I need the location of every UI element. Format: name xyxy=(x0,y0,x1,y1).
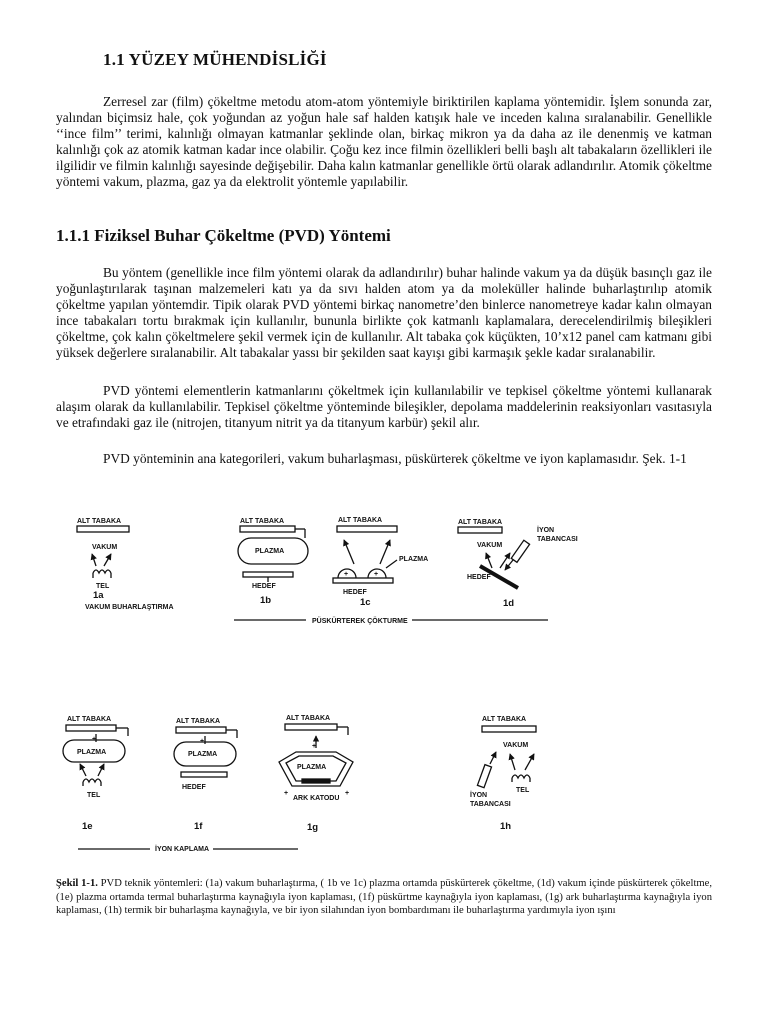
label-alt-tabaka: ALT TABAKA xyxy=(176,718,221,725)
label-alt-tabaka: ALT TABAKA xyxy=(240,518,285,525)
label-iyon: İYON xyxy=(537,527,555,534)
svg-text:+: + xyxy=(344,571,349,578)
panel-1a xyxy=(77,518,174,611)
filament-shape xyxy=(93,570,111,573)
label-hedef: HEDEF xyxy=(252,583,276,590)
svg-text:+: + xyxy=(312,743,317,750)
label-alt-tabaka: ALT TABAKA xyxy=(482,716,527,723)
label-plazma: PLAZMA xyxy=(255,548,285,555)
panel-number-1g: 1g xyxy=(307,822,319,833)
panel-number-1h: 1h xyxy=(500,821,512,832)
section-heading: 1.1 YÜZEY MÜHENDİSLİĞİ xyxy=(103,50,327,69)
panel-number-1a: 1a xyxy=(93,590,104,601)
group-label-puskurterek: PÜSKÜRTEREK ÇÖKTURME xyxy=(312,618,408,625)
pvd-techniques-figure xyxy=(56,500,736,860)
group-label-iyon-kaplama: İYON KAPLAMA xyxy=(155,846,210,853)
substrate-shape xyxy=(337,526,397,532)
label-alt-tabaka: ALT TABAKA xyxy=(286,715,331,722)
label-alt-tabaka: ALT TABAKA xyxy=(77,518,122,525)
substrate-shape xyxy=(285,724,337,730)
label-ark-katodu: ARK KATODU xyxy=(293,795,340,802)
panel-1c xyxy=(333,517,428,608)
figure-caption xyxy=(56,877,712,918)
label-hedef: HEDEF xyxy=(343,589,367,596)
label-plazma: PLAZMA xyxy=(399,556,429,563)
label-tabancasi: TABANCASI xyxy=(470,801,511,808)
substrate-shape xyxy=(240,526,295,532)
svg-text:+: + xyxy=(200,738,205,745)
label-plazma: PLAZMA xyxy=(188,751,218,758)
label-vakum: VAKUM xyxy=(503,742,529,749)
substrate-shape xyxy=(482,726,536,732)
paragraph-pvd-definition: Bu yöntem (genellikle ince film yöntemi olarak da adlandırılır) buhar halinde vakum ya da düşük basınçlı gaz ile yoğunlaştırılarak taşınan malzemeleri katı ya da sıvı halden atom ya da moleküller halinde buharlaştırılıp atomik çökeltme yapılan yöntemdir. Tipik olarak PVD yöntemi birkaç nanometre’den binlerce nanometreye kadar kalın olmayan ince tabakaları tortu bırakmak için kullanılır, bununla birlikte çok katmanlı kaplamalara, derecelendirilmiş bileşikleri çökeltme, çok kalın çökeltmelere şekil vermek için de kullanılır. Alt tabaka çok küçükten, 10’x12 panel cam katmanı gibi yüksek değerlere sıralanabilir. Alt tabakalar yassı bir şekilden saat kayışı gibi karmaşık şekle kadar sıralanabilir. xyxy=(56,265,712,361)
svg-text:+: + xyxy=(345,790,350,797)
label-vakum: VAKUM xyxy=(477,542,503,549)
label-alt-tabaka: ALT TABAKA xyxy=(338,517,383,524)
substrate-shape xyxy=(176,727,226,733)
ion-gun-shape xyxy=(477,765,491,788)
label-tel: TEL xyxy=(516,787,530,794)
paragraph-reactive-deposition: PVD yöntemi elementlerin katmanlarını çökeltmek için kullanılabilir ve tepkisel çökeltme yöntemi kullanarak alaşım olarak da kullanılabilir. Tepkisel çökeltme yönteminde bileşikler, depolama maddelerinin reaksiyonları vasıtasıyla ve etrafındaki gaz ile (nitrojen, titanyum nitrit ya da titanyum karbür) şekil alır. xyxy=(56,383,712,431)
label-iyon: İYON xyxy=(470,792,488,799)
subsection-heading: 1.1.1 Fiziksel Buhar Çökeltme (PVD) Yöntemi xyxy=(56,226,391,245)
label-hedef: HEDEF xyxy=(467,574,491,581)
label-plazma: PLAZMA xyxy=(77,749,107,756)
target-shape xyxy=(243,572,293,577)
filament-shape xyxy=(83,779,101,782)
caption-text: PVD teknik yöntemleri: (1a) vakum buharlaştırma, ( 1b ve 1c) plazma ortamda püskürterek çökeltme, (1d) vakum içinde püskürterek çökeltme, (1e) plazma ortamda termal buharlaştırma kaynağıyla iyon kaplaması, (1f) püskürtme kaynağıyla iyon kaplaması, (1g) ark buharlaştırma kaynağıyla iyon kaplaması, (1h) termik bir buharlaşma kaynağıyla, ve bir iyon silahından iyon bombardımanı ile buharlaştırma yardımıyla iyon ışını xyxy=(56,878,712,917)
panel-number-1b: 1b xyxy=(260,595,272,606)
panel-1e xyxy=(63,716,128,832)
target-shape xyxy=(181,772,227,777)
svg-text:+: + xyxy=(374,571,379,578)
panel-number-1e: 1e xyxy=(82,821,93,832)
substrate-shape xyxy=(66,725,116,731)
ion-gun-shape xyxy=(511,540,529,562)
paragraph-categories: PVD yönteminin ana kategorileri, vakum buharlaşması, püskürterek çökeltme ve iyon kaplamasıdır. Şek. 1-1 xyxy=(103,451,687,466)
paragraph-intro: Zerresel zar (film) çökeltme metodu atom-atom yöntemiyle biriktirilen kaplama yöntemidir. İşlem sonunda zar, yalından biçimsiz hale, çok yoğundan az yoğun hale saf halden katışık hale ve inceden kalına sıralanabilir. Genellikle ‘‘ince film’’ terimi, kalınlığı olmayan katmanlar şeklinde olan, birkaç mikron ya da daha az ile denenmiş ve katman kalınlığı çok az atomik katman kadar ince olabilir. Çoğu kez ince filmin özellikleri belli başlı alt tabakaların özellikleri ile ilgilidir ve filmin kalınlığı sayesinde değişebilir. Daha kalın katmanlar genellikle örtü olarak adlandırılır. Atomik çökeltme yöntemi vakum, plazma, gaz ya da elektrolit yöntemle yapılabilir. xyxy=(56,94,712,190)
substrate-shape xyxy=(77,526,129,532)
label-hedef: HEDEF xyxy=(182,784,206,791)
panel-1f xyxy=(174,718,237,832)
caption-label: Şekil 1-1. xyxy=(56,878,98,889)
panel-1h xyxy=(470,716,536,832)
panel-1d xyxy=(458,519,578,609)
panel-number-1f: 1f xyxy=(194,821,203,832)
label-tabancasi: TABANCASI xyxy=(537,536,578,543)
panel-number-1c: 1c xyxy=(360,597,371,608)
label-plazma: PLAZMA xyxy=(297,764,327,771)
panel-1b xyxy=(238,518,308,606)
svg-text:+: + xyxy=(92,736,97,743)
substrate-shape xyxy=(458,527,502,533)
label-tel: TEL xyxy=(96,583,110,590)
panel-1g xyxy=(279,715,353,833)
panel-number-1d: 1d xyxy=(503,598,515,609)
filament-shape xyxy=(512,775,530,778)
svg-text:+: + xyxy=(284,790,289,797)
label-alt-tabaka: ALT TABAKA xyxy=(458,519,503,526)
label-vakum: VAKUM xyxy=(92,544,118,551)
target-shape xyxy=(333,578,393,583)
label-alt-tabaka: ALT TABAKA xyxy=(67,716,112,723)
label-tel: TEL xyxy=(87,792,101,799)
group-label-vakum-buharlastirma: VAKUM BUHARLAŞTIRMA xyxy=(85,604,174,611)
